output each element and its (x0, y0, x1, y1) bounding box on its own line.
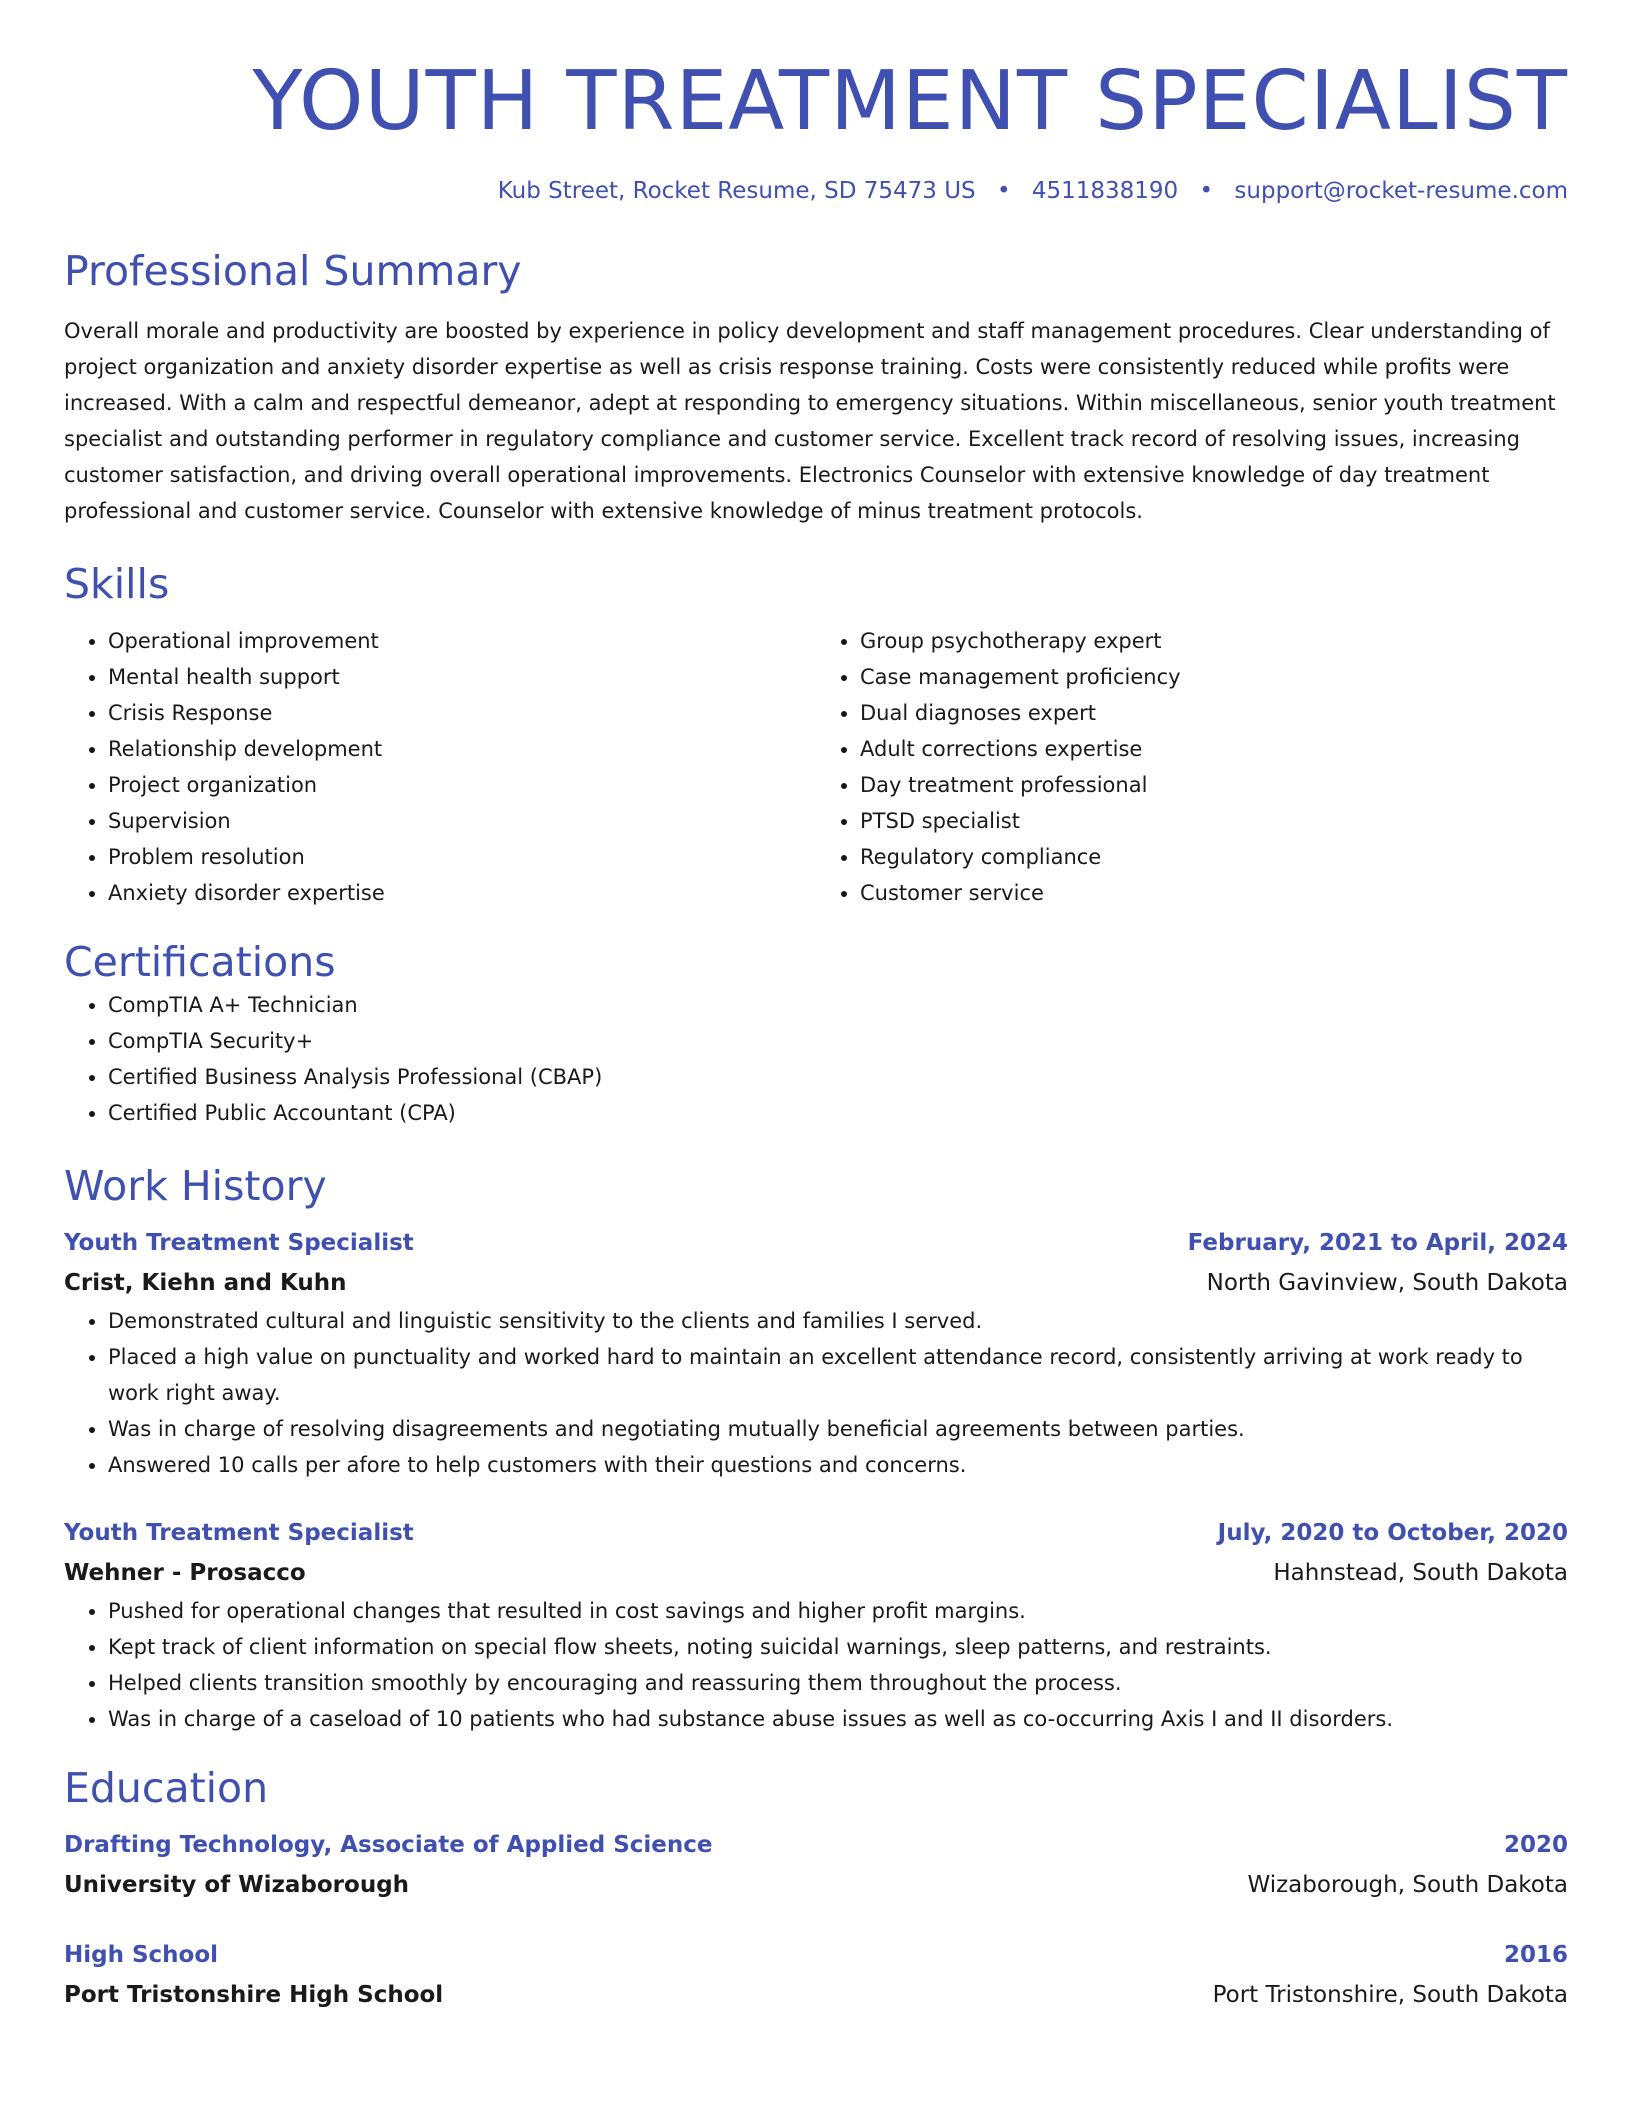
education-entry (64, 1825, 1568, 1905)
skills-list-left (64, 623, 816, 911)
contact-separator: • (1199, 178, 1214, 204)
job-bullet: • Was in charge of a caseload of 10 patients who had substance abuse issues as well as co-occurring Axis I and II disorders. (108, 1701, 1568, 1737)
skill-item: • Crisis Response (108, 695, 816, 731)
education-location: Port Tristonshire, South Dakota (1212, 1982, 1568, 2008)
job-dates: February, 2021 to April, 2024 (1187, 1230, 1568, 1256)
job-bullet: • Pushed for operational changes that resulted in cost savings and higher profit margins. (108, 1593, 1568, 1629)
job-company: Wehner - Prosacco (64, 1560, 306, 1586)
education-entry (64, 1935, 1568, 2015)
skill-item: • Operational improvement (108, 623, 816, 659)
skill-item: • PTSD specialist (860, 803, 1568, 839)
skill-item: • Supervision (108, 803, 816, 839)
education-degree: High School (64, 1942, 219, 1968)
skill-item: • Anxiety disorder expertise (108, 875, 816, 911)
contact-email: support@rocket-resume.com (1234, 178, 1568, 204)
resume-title: YOUTH TREATMENT SPECIALIST (252, 54, 1568, 149)
job-bullet: • Was in charge of resolving disagreements and negotiating mutually beneficial agreements between parties. (108, 1411, 1568, 1447)
skills-heading: Skills (64, 560, 170, 608)
job-entry (64, 1223, 1568, 1483)
job-org-row (64, 1553, 1568, 1593)
education-school: Port Tristonshire High School (64, 1982, 444, 2008)
education-location: Wizaborough, South Dakota (1247, 1872, 1568, 1898)
education-year: 2016 (1503, 1942, 1568, 1968)
summary-text: Overall morale and productivity are boosted by experience in policy development and staff management procedures. Clear understanding of project organization and anxiety disorder expertise as well as crisis response training. Costs were consistently reduced while profits were increased. With a calm and respectful demeanor, adept at responding to emergency situations. Within miscellaneous, senior youth treatment specialist and outstanding performer in regulatory compliance and customer service. Excellent track record of resolving issues, increasing customer satisfaction, and driving overall operational improvements. Electronics Counselor with extensive knowledge of day treatment professional and customer service. Counselor with extensive knowledge of minus treatment protocols. (64, 319, 1556, 523)
job-role: Youth Treatment Specialist (64, 1230, 414, 1256)
job-location: North Gavinview, South Dakota (1206, 1270, 1568, 1296)
education-year: 2020 (1503, 1832, 1568, 1858)
skill-item: • Customer service (860, 875, 1568, 911)
skill-item: • Day treatment professional (860, 767, 1568, 803)
contact-separator: • (996, 178, 1011, 204)
education-heading: Education (64, 1764, 269, 1812)
job-company: Crist, Kiehn and Kuhn (64, 1270, 347, 1296)
education-header (64, 1935, 1568, 1975)
job-role: Youth Treatment Specialist (64, 1520, 414, 1546)
certifications-list (64, 987, 1568, 1131)
job-org-row (64, 1263, 1568, 1303)
skill-item: • Adult corrections expertise (860, 731, 1568, 767)
skill-item: • Dual diagnoses expert (860, 695, 1568, 731)
skill-item: • Regulatory compliance (860, 839, 1568, 875)
certification-item: • CompTIA Security+ (108, 1023, 1568, 1059)
contact-address: Kub Street, Rocket Resume, SD 75473 US (497, 178, 976, 204)
education-degree: Drafting Technology, Associate of Applied Science (64, 1832, 713, 1858)
contact-line (64, 176, 1568, 206)
education-school-row (64, 1865, 1568, 1905)
contact-phone: 4511838190 (1031, 178, 1179, 204)
certification-item: • CompTIA A+ Technician (108, 987, 1568, 1023)
skill-item: • Project organization (108, 767, 816, 803)
job-bullet: • Kept track of client information on special flow sheets, noting suicidal warnings, sleep patterns, and restraints. (108, 1629, 1568, 1665)
job-bullets (64, 1303, 1568, 1483)
job-bullet: • Helped clients transition smoothly by encouraging and reassuring them throughout the process. (108, 1665, 1568, 1701)
education-school-row (64, 1975, 1568, 2015)
job-bullets (64, 1593, 1568, 1737)
education-header (64, 1825, 1568, 1865)
summary-heading: Professional Summary (64, 247, 522, 295)
job-bullet: • Answered 10 calls per afore to help customers with their questions and concerns. (108, 1447, 1568, 1483)
certification-item: • Certified Public Accountant (CPA) (108, 1095, 1568, 1131)
certifications-heading: Certifications (64, 938, 336, 986)
skill-item: • Mental health support (108, 659, 816, 695)
job-location: Hahnstead, South Dakota (1273, 1560, 1568, 1586)
skills-columns (64, 623, 1568, 911)
job-entry (64, 1513, 1568, 1737)
job-dates: July, 2020 to October, 2020 (1217, 1520, 1568, 1546)
job-bullet: • Demonstrated cultural and linguistic sensitivity to the clients and families I served. (108, 1303, 1568, 1339)
skill-item: • Group psychotherapy expert (860, 623, 1568, 659)
skill-item: • Problem resolution (108, 839, 816, 875)
work-history-heading: Work History (64, 1162, 327, 1210)
skill-item: • Relationship development (108, 731, 816, 767)
certification-item: • Certified Business Analysis Professional (CBAP) (108, 1059, 1568, 1095)
skill-item: • Case management proficiency (860, 659, 1568, 695)
education-school: University of Wizaborough (64, 1872, 410, 1898)
job-header (64, 1513, 1568, 1553)
job-bullet: • Placed a high value on punctuality and worked hard to maintain an excellent attendance record, consistently arriving at work ready to work right away. (108, 1339, 1568, 1411)
skills-list-right (816, 623, 1568, 911)
job-header (64, 1223, 1568, 1263)
